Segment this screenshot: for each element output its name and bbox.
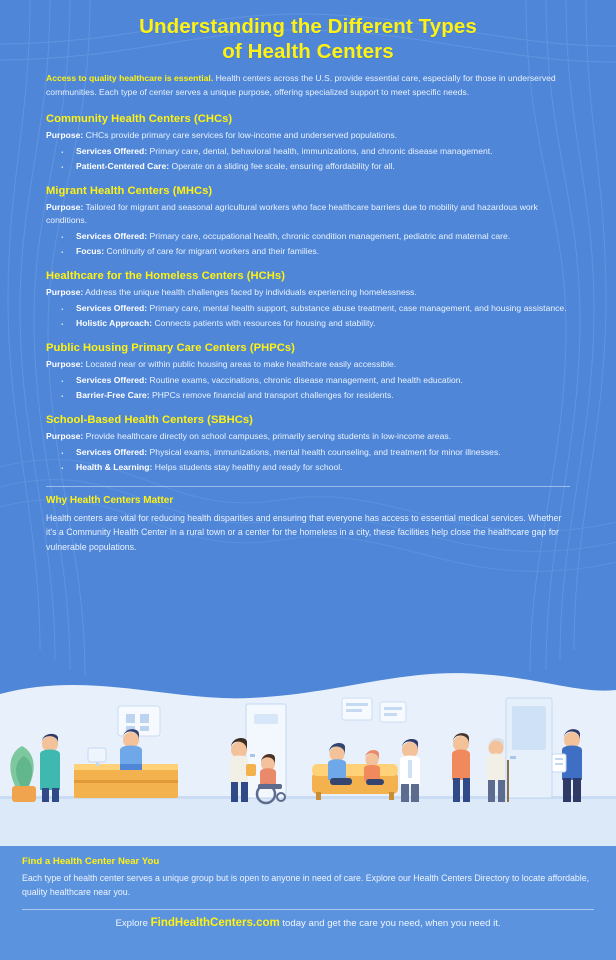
intro-lead: Access to quality healthcare is essential. <box>46 73 214 83</box>
section-sbhcs <box>46 414 570 474</box>
section-purpose <box>46 201 570 227</box>
bullet-label: Services Offered: <box>76 145 148 156</box>
section-heading: School-Based Health Centers (SBHCs) <box>46 413 253 426</box>
bullet-text: Physical exams, immunizations, mental health counseling, and treatment for minor illnesses. <box>147 446 501 457</box>
bullet-label: Services Offered: <box>76 374 148 385</box>
list-item <box>46 302 570 315</box>
why-matter-text: Health centers are vital for reducing health disparities and ensuring that everyone has access to essential medical services. Whether it's a Community Health Center in a rural town or a center for the homeless in a city, these facilities help close the healthcare gap for vulnerable populations. <box>46 512 562 552</box>
bullet-text: Operate on a sliding fee scale, ensuring affordability for all. <box>169 160 395 171</box>
footer-cta <box>22 917 594 929</box>
section-bullets <box>46 446 570 474</box>
purpose-text: Provide healthcare directly on school campuses, primarily serving students in low-income areas. <box>83 430 452 441</box>
bullet-label: Barrier-Free Care: <box>76 389 150 400</box>
section-bullets <box>46 230 570 258</box>
bullet-label: Services Offered: <box>76 446 148 457</box>
bullet-label: Patient-Centered Care: <box>76 160 170 171</box>
section-purpose <box>46 129 570 142</box>
intro-paragraph <box>46 72 570 100</box>
bullet-text: Routine exams, vaccinations, chronic disease management, and health education. <box>147 374 463 385</box>
title-line-1: Understanding the Different Types <box>139 15 477 38</box>
clinic-illustration <box>0 668 616 846</box>
section-purpose <box>46 430 570 443</box>
purpose-label: Purpose: <box>46 129 84 140</box>
section-chcs <box>46 113 570 173</box>
purpose-label: Purpose: <box>46 201 84 212</box>
why-matter-block <box>46 486 570 555</box>
section-heading: Migrant Health Centers (MHCs) <box>46 184 213 197</box>
section-mhcs <box>46 185 570 258</box>
purpose-label: Purpose: <box>46 358 84 369</box>
bullet-label: Health & Learning: <box>76 461 153 472</box>
footer-heading: Find a Health Center Near You <box>22 856 160 867</box>
bullet-text: Continuity of care for migrant workers and their families. <box>104 245 320 256</box>
bullet-text: Helps students stay healthy and ready for school. <box>152 461 343 472</box>
list-item <box>46 230 570 243</box>
purpose-label: Purpose: <box>46 286 84 297</box>
section-bullets <box>46 145 570 173</box>
bullet-text: Connects patients with resources for housing and stability. <box>152 317 376 328</box>
purpose-label: Purpose: <box>46 430 84 441</box>
section-heading: Healthcare for the Homeless Centers (HCHs) <box>46 269 285 282</box>
purpose-text: Located near or within public housing areas to make healthcare easily accessible. <box>83 358 397 369</box>
section-heading: Public Housing Primary Care Centers (PHPCs) <box>46 341 295 354</box>
footer-divider <box>22 909 594 910</box>
section-phpcs <box>46 342 570 402</box>
bullet-text: PHPCs remove financial and transport challenges for residents. <box>149 389 394 400</box>
bullet-text: Primary care, mental health support, substance abuse treatment, case management, and housing assistance. <box>147 302 567 313</box>
bullet-text: Primary care, occupational health, chronic condition management, pediatric and maternal care. <box>147 230 511 241</box>
bullet-label: Services Offered: <box>76 302 148 313</box>
section-purpose <box>46 286 570 299</box>
page-title <box>0 0 616 72</box>
purpose-text: Address the unique health challenges faced by individuals experiencing homelessness. <box>83 286 417 297</box>
list-item <box>46 461 570 474</box>
list-item <box>46 446 570 459</box>
list-item <box>46 317 570 330</box>
bullet-label: Focus: <box>76 245 105 256</box>
body-column <box>0 72 616 554</box>
section-heading: Community Health Centers (CHCs) <box>46 112 233 125</box>
section-bullets <box>46 302 570 330</box>
cta-prefix: Explore <box>115 917 151 929</box>
list-item <box>46 245 570 258</box>
list-item <box>46 374 570 387</box>
bullet-label: Holistic Approach: <box>76 317 153 328</box>
title-line-2: of Health Centers <box>222 40 394 63</box>
bullet-label: Services Offered: <box>76 230 148 241</box>
bullet-text: Primary care, dental, behavioral health, immunizations, and chronic disease management. <box>147 145 493 156</box>
purpose-text: Tailored for migrant and seasonal agricultural workers who face healthcare barriers due to mobility and hazardous work conditions. <box>46 201 538 225</box>
section-purpose <box>46 358 570 371</box>
list-item <box>46 160 570 173</box>
cta-website-link[interactable]: FindHealthCenters.com <box>150 916 280 929</box>
section-hchs <box>46 270 570 330</box>
footer-text: Each type of health center serves a unique group but is open to anyone in need of care. Explore our Health Centers Directory to locate affordable, quality healthcare near you. <box>22 873 590 898</box>
list-item <box>46 389 570 402</box>
section-bullets <box>46 374 570 402</box>
intro-rest: Health centers across the U.S. provide essential care, especially for those in underserved communities. Each type of center serves a unique purpose, offering specialized support to meet specific needs. <box>46 73 556 97</box>
cta-suffix: today and get the care you need, when you need it. <box>279 917 501 929</box>
footer <box>0 846 616 960</box>
list-item <box>46 145 570 158</box>
purpose-text: CHCs provide primary care services for low-income and underserved populations. <box>83 129 398 140</box>
why-matter-heading: Why Health Centers Matter <box>46 494 174 506</box>
